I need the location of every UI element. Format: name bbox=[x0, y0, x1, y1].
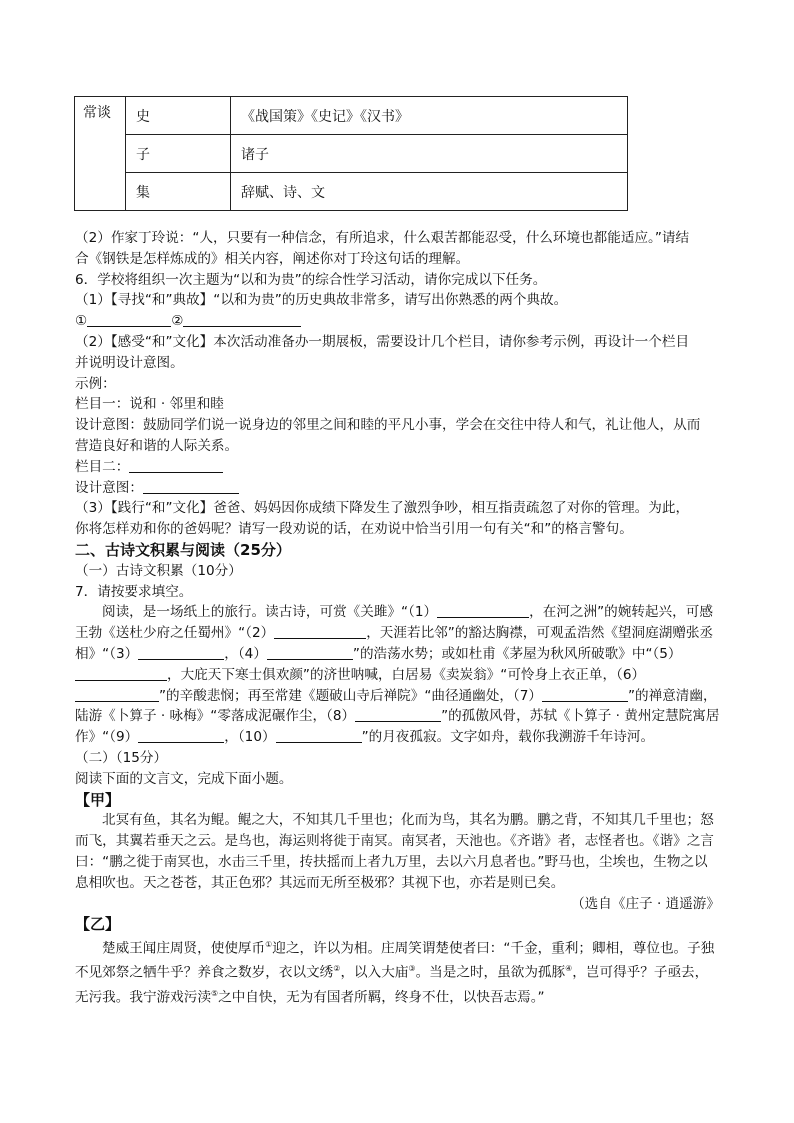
part-title: （二）（15分） bbox=[75, 749, 168, 766]
intent-label: 设计意图： bbox=[75, 479, 143, 496]
section-title: 二、古诗文积累与阅读（25分） bbox=[75, 540, 291, 559]
passage-yi: 楚威王闻庄周贤，使使厚币①迎之，许以为相。庄周笑谓楚使者曰：“千金，重利；卿相，尊位也。子独不见郊祭之牺牛乎？养食之数岁，衣以文绣②，以入大庙③。当是之时，虽欲为孤豚④，岂可得乎？子亟去，无污我。我宁游戏污渎⑤之中自快，无为有国者所羁，终身不仕，以快吾志焉。” bbox=[75, 940, 715, 1006]
example-column: 栏目一：说和 · 邻里和睦 bbox=[75, 396, 224, 413]
q6-task1: （1）【寻找“和”典故】“以和为贵”的历史典故非常多，请写出你熟悉的两个典故。 bbox=[75, 292, 568, 309]
fill-blank-9[interactable] bbox=[138, 727, 224, 743]
q7-passage: 阅读，是一场纸上的旅行。读古诗，可赏《关雎》“（1） ，在河之洲”的婉转起兴，可感王勃《送杜少府之任蜀州》“（2） ，天涯若比邻”的豁达胸襟，可观孟浩然《望洞庭湖赠张丞相》“（3） ，（4） ”的浩荡水势；或如杜甫《茅屋为秋风所破歌》中“（5），大庇天下寒士俱欢颜”的济世呐喊，白居易《卖炭翁》“可怜身上衣正单，（6）”的辛酸悲悯；再至常建《题破山寺后禅院》“曲径通幽处，（7） ”的禅意清幽，陆游《卜算子 · 咏梅》“零落成泥碾作尘，（8） ”的孤傲风骨，苏轼《卜算子 · 黄州定慧院寓居作》“（9） ，（10） ”的月夜孤寂。文字如舟，载你我溯游千年诗河。 bbox=[75, 604, 720, 746]
fill-blank-10[interactable] bbox=[276, 727, 362, 743]
passage-jia: 北冥有鱼，其名为鲲。鲲之大，不知其几千里也；化而为鸟，其名为鹏。鹏之背，不知其几千里也；怒而飞，其翼若垂天之云。是鸟也，海运则将徙于南冥。南冥者，天池也。《齐谐》者，志怪者也。《谐》之言曰：“鹏之徙于南冥也，水击三千里，抟扶摇而上者九万里，去以六月息者也。”野马也，尘埃也，生物之以息相吹也。天之苍苍，其正色邪？其远而无所至极邪？其视下也，亦若是则已矣。 bbox=[75, 812, 714, 891]
example-label: 示例： bbox=[75, 375, 116, 392]
q7-title: 7．请按要求填空。 bbox=[75, 583, 193, 600]
fill-blank-2[interactable] bbox=[274, 623, 366, 639]
fill-blank-6[interactable] bbox=[75, 686, 159, 702]
group-cell: 常谈 bbox=[75, 97, 126, 211]
answer-blank[interactable] bbox=[143, 478, 239, 494]
fill-blank-4[interactable] bbox=[267, 644, 353, 660]
table-row bbox=[75, 173, 628, 211]
row-value: 诸子 bbox=[231, 135, 628, 173]
table-row bbox=[75, 135, 628, 173]
q6-task2: （2）【感受“和”文化】本次活动准备办一期展板，需要设计几个栏目，请你参考示例，再设计一个栏目 bbox=[75, 333, 690, 350]
fill-blank-7[interactable] bbox=[542, 686, 628, 702]
fill-blank-3[interactable] bbox=[138, 644, 224, 660]
table-row bbox=[75, 97, 628, 135]
q6-title: 6．学校将组织一次主题为“以和为贵”的综合性学习活动，请你完成以下任务。 bbox=[75, 271, 547, 288]
q2-line: 合《钢铁是怎样炼成的》相关内容，阐述你对丁玲这句话的理解。 bbox=[75, 250, 470, 267]
row-label: 子 bbox=[126, 135, 231, 173]
q2-line: （2）作家丁玲说：“人，只要有一种信念，有所追求，什么艰苦都能忍受，什么环境也都能适应。”请结 bbox=[75, 230, 690, 246]
column-two-intent bbox=[75, 478, 720, 499]
part-title: （一）古诗文积累（10分） bbox=[75, 562, 242, 579]
footnote-marker: ② bbox=[333, 964, 341, 974]
footnote-marker: ⑤ bbox=[210, 988, 219, 998]
fill-blank-5[interactable] bbox=[75, 665, 167, 681]
circle-number: ① bbox=[75, 313, 88, 330]
row-value: 辞赋、诗、文 bbox=[231, 173, 628, 211]
category-table bbox=[74, 96, 628, 211]
example-intent: 营造良好和谐的人际关系。 bbox=[75, 437, 239, 454]
footnote-marker: ① bbox=[265, 940, 273, 950]
q6-task1-answer bbox=[75, 311, 720, 332]
q6-task3: （3）【践行“和”文化】爸爸、妈妈因你成绩下降发生了激烈争吵，相互指责疏忽了对你的管理。为此， bbox=[75, 500, 690, 517]
fill-blank-8[interactable] bbox=[355, 706, 441, 722]
answer-blank[interactable] bbox=[129, 457, 223, 473]
answer-blank[interactable] bbox=[87, 311, 171, 327]
row-label: 史 bbox=[126, 97, 231, 135]
column-two bbox=[75, 457, 720, 478]
column-two-label: 栏目二： bbox=[75, 458, 130, 475]
example-intent: 设计意图：鼓励同学们说一说身边的邻里之间和睦的平凡小事，学会在交往中待人和气，礼让他人，从而 bbox=[75, 417, 701, 434]
row-value: 《战国策》《史记》《汉书》 bbox=[231, 97, 628, 135]
q6-task3: 你将怎样劝和你的爸妈呢？请写一段劝说的话，在劝说中恰当引用一句有关“和”的格言警句。 bbox=[75, 521, 633, 538]
document-body bbox=[75, 228, 720, 1008]
fill-blank-1[interactable] bbox=[437, 602, 529, 618]
footnote-marker: ④ bbox=[565, 964, 573, 974]
passage-label: 【甲】 bbox=[75, 790, 121, 809]
instruction: 阅读下面的文言文，完成下面小题。 bbox=[75, 770, 293, 787]
q6-task2: 并说明设计意图。 bbox=[75, 354, 184, 371]
circle-number: ② bbox=[171, 313, 184, 330]
footnote-marker: ③ bbox=[408, 964, 416, 974]
answer-blank[interactable] bbox=[183, 311, 301, 327]
passage-source: （选自《庄子 · 逍遥游》 bbox=[571, 895, 720, 912]
row-label: 集 bbox=[126, 173, 231, 211]
passage-label: 【乙】 bbox=[75, 915, 121, 934]
